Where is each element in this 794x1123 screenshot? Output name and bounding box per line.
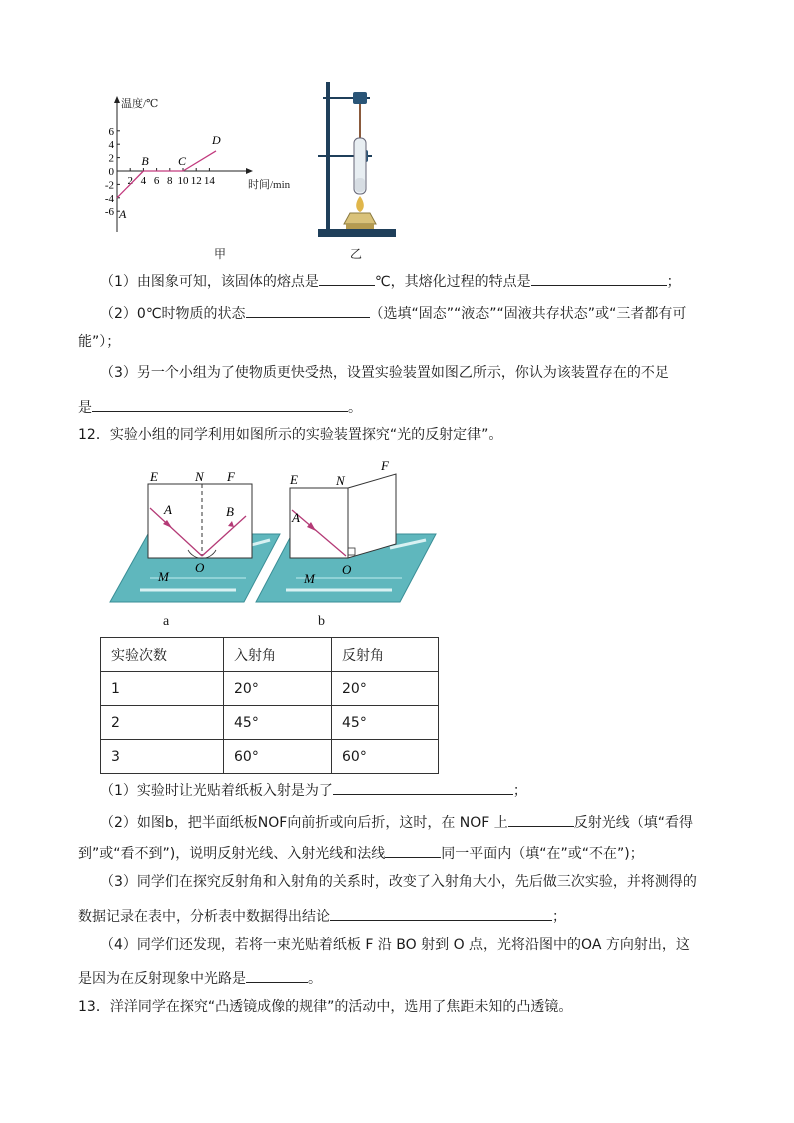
caption-b: b bbox=[318, 614, 325, 629]
q12-blank-reversible[interactable] bbox=[246, 966, 308, 983]
label-A-a: A bbox=[164, 502, 172, 517]
q12-part4-line2: 是因为在反射现象中光路是 。 bbox=[78, 966, 322, 989]
q11-blank-state[interactable] bbox=[246, 301, 370, 318]
point-label-D: D bbox=[212, 132, 221, 147]
table-cell: 45° bbox=[332, 706, 439, 740]
label-A-b: A bbox=[292, 510, 300, 525]
point-label-A: A bbox=[119, 206, 127, 221]
lamp-base bbox=[346, 224, 374, 229]
y-tick-label: 4 bbox=[108, 139, 114, 152]
reflection-figure-b bbox=[254, 458, 440, 604]
y-axis-arrow bbox=[114, 96, 120, 103]
q11-part1: （1）由图象可知，该固体的熔点是 ℃，其熔化过程的特点是 ； bbox=[100, 269, 681, 292]
caption-a: a bbox=[163, 614, 170, 629]
label-E-a: E bbox=[150, 469, 158, 484]
label-N-a: N bbox=[195, 469, 204, 484]
cardboard-b-nof-folded bbox=[348, 474, 396, 558]
y-tick-label: -4 bbox=[104, 192, 114, 205]
x-tick-label: 4 bbox=[140, 175, 147, 187]
point-label-B: B bbox=[141, 154, 149, 168]
q11-part2: （2）0℃时物质的状态 （选填“固态”“液态”“固液共存状态”或“三者都有可 bbox=[100, 301, 686, 324]
q11-part3-line1: （3）另一个小组为了使物质更快受热，设置实验装置如图乙所示，你认为该装置存在的不足 bbox=[100, 365, 669, 381]
x-tick-label: 2 bbox=[127, 175, 133, 187]
x-tick-label: 14 bbox=[203, 175, 215, 187]
flame bbox=[356, 196, 364, 212]
table-header-row bbox=[101, 638, 439, 672]
x-tick-label: 8 bbox=[167, 175, 173, 187]
y-tick-label: -6 bbox=[104, 206, 114, 219]
q11-part2-cont: 能”）； bbox=[78, 334, 121, 350]
table-cell: 3 bbox=[101, 740, 224, 774]
figure-yi-caption: 乙 bbox=[350, 247, 363, 261]
y-axis-label: 温度/℃ bbox=[121, 98, 159, 110]
upper-clamp-head bbox=[353, 92, 367, 104]
q12-part3-line2: 数据记录在表中，分析表中数据得出结论 ； bbox=[78, 904, 566, 927]
table-cell: 1 bbox=[101, 672, 224, 706]
label-M-b: M bbox=[304, 571, 315, 586]
angle-data-table bbox=[100, 637, 439, 774]
q11-blank-melting-feature[interactable] bbox=[531, 269, 667, 286]
table-header-cell: 反射角 bbox=[332, 638, 439, 672]
q11-part3-line2: 是 。 bbox=[78, 395, 362, 418]
temperature-time-graph bbox=[98, 92, 308, 242]
label-F-b: F bbox=[381, 458, 389, 473]
x-tick-label: 10 bbox=[177, 175, 189, 187]
table-row bbox=[101, 740, 439, 774]
label-N-b: N bbox=[336, 473, 345, 488]
heating-apparatus bbox=[314, 80, 404, 240]
q12-blank-purpose[interactable] bbox=[333, 778, 513, 795]
figure-jia-caption: 甲 bbox=[214, 247, 227, 261]
x-tick-label: 12 bbox=[190, 175, 202, 187]
q12-blank-conclusion[interactable] bbox=[330, 904, 552, 921]
x-axis-label: 时间/min bbox=[248, 179, 291, 191]
label-M-a: M bbox=[158, 569, 169, 584]
table-cell: 20° bbox=[332, 672, 439, 706]
label-O-b: O bbox=[342, 562, 352, 577]
table-cell: 45° bbox=[224, 706, 332, 740]
q12-part3-line1: （3）同学们在探究反射角和入射角的关系时，改变了入射角大小，先后做三次实验，并将测得的 bbox=[100, 874, 697, 890]
graph-segment-CD bbox=[183, 151, 216, 171]
q12-part4-line1: （4）同学们还发现，若将一束光贴着纸板 F 沿 BO 射到 O 点，光将沿图中的OA 方向射出，这 bbox=[100, 937, 690, 953]
table-cell: 20° bbox=[224, 672, 332, 706]
table-header-cell: 入射角 bbox=[224, 638, 332, 672]
tube-contents bbox=[355, 178, 365, 192]
q13-title: 13．洋洋同学在探究“凸透镜成像的规律”的活动中，选用了焦距未知的凸透镜。 bbox=[78, 999, 573, 1015]
q12-part2-cont: 到”或“看不到”)，说明反射光线、入射光线和法线 同一平面内（填“在”或“不在”)； bbox=[78, 841, 644, 864]
q12-blank-same-plane[interactable] bbox=[385, 841, 441, 858]
table-header-cell: 实验次数 bbox=[101, 638, 224, 672]
q12-part2: （2）如图b，把半面纸板NOF向前折或向后折，这时，在 NOF 上 反射光线（填“看得 bbox=[100, 810, 693, 833]
point-label-C: C bbox=[178, 154, 187, 168]
label-O-a: O bbox=[195, 560, 205, 575]
table-row bbox=[101, 672, 439, 706]
q11-blank-melting-point[interactable] bbox=[319, 269, 375, 286]
alcohol-lamp bbox=[344, 213, 376, 224]
table-cell: 60° bbox=[224, 740, 332, 774]
label-F-a: F bbox=[227, 469, 235, 484]
q12-part1: （1）实验时让光贴着纸板入射是为了 ； bbox=[100, 778, 527, 801]
y-tick-label: 0 bbox=[108, 166, 114, 178]
y-tick-label: 2 bbox=[108, 152, 114, 165]
label-B-a: B bbox=[226, 504, 234, 519]
x-axis-arrow bbox=[246, 168, 253, 174]
table-cell: 60° bbox=[332, 740, 439, 774]
y-tick-label: 6 bbox=[108, 125, 114, 138]
label-E-b: E bbox=[290, 472, 298, 487]
table-cell: 2 bbox=[101, 706, 224, 740]
table-row bbox=[101, 706, 439, 740]
q11-blank-apparatus-flaw[interactable] bbox=[92, 395, 348, 412]
x-tick-label: 6 bbox=[153, 175, 160, 187]
y-tick-label: -2 bbox=[104, 179, 114, 192]
q12-title: 12．实验小组的同学利用如图所示的实验装置探究“光的反射定律”。 bbox=[78, 427, 503, 443]
q12-blank-visibility[interactable] bbox=[508, 810, 574, 827]
